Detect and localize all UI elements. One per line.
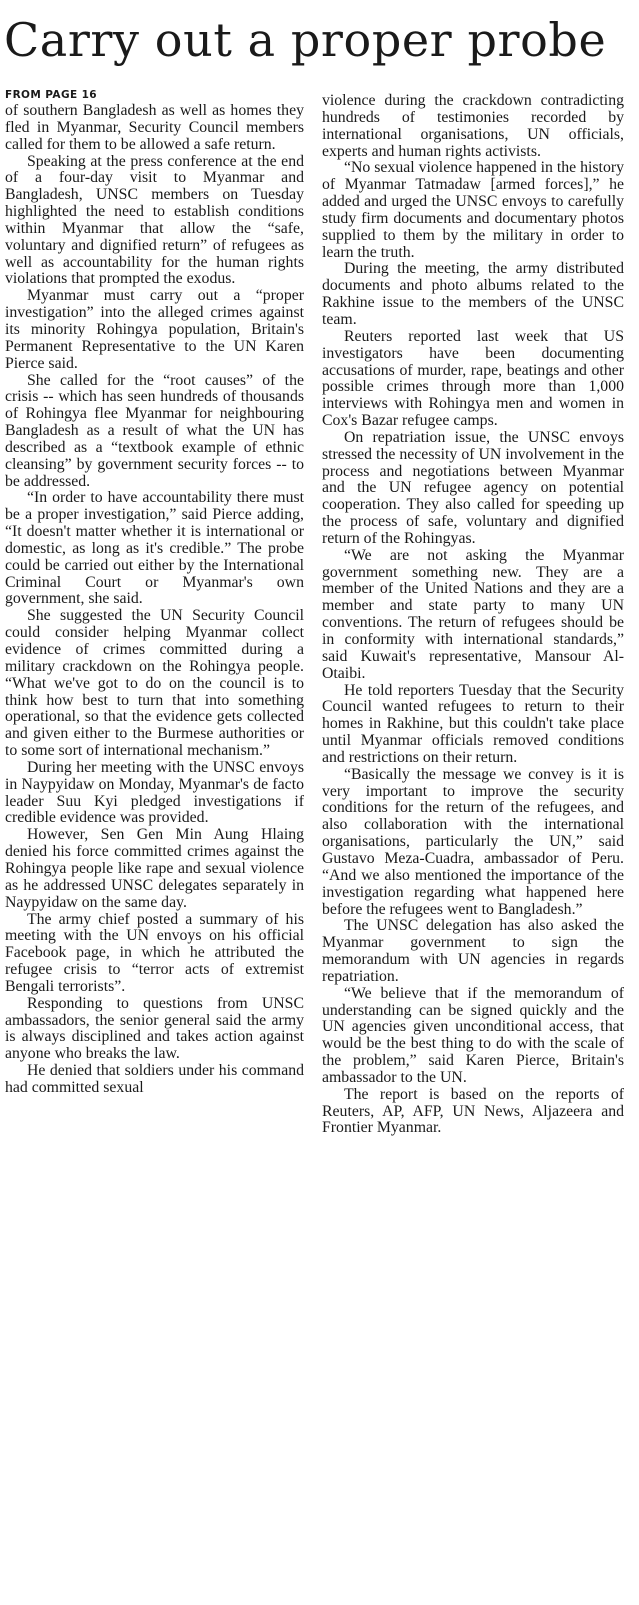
body-paragraph: The army chief posted a summary of his meeting with the UN envoys on his official Facebook page, in which he attributed the refugee crisis to “terror acts of extremist Bengali terrorists”. (5, 910, 304, 995)
body-paragraph: Reuters reported last week that US investigators have been documenting accusations of murder, rape, beatings and other possible crimes through more than 1,000 interviews with Rohingya men and women in Cox's Bazar refugee camps. (322, 327, 624, 430)
body-paragraph: “No sexual violence happened in the history of Myanmar Tatmadaw [armed forces],” he added and urged the UNSC envoys to carefully study firm documents and documentary photos supplied to them by the military in order to learn the truth. (322, 159, 624, 261)
body-paragraph: Speaking at the press conference at the end of a four-day visit to Myanmar and Bangladesh, UNSC members on Tuesday highlighted the need to establish conditions within Myanmar that allow the “safe, voluntary and dignified return” of refugees as well as accountability for the human rights violations that prompted the exodus. (5, 152, 304, 288)
body-paragraph: During the meeting, the army distributed documents and photo albums related to the Rakhine issue to the members of the UNSC team. (322, 260, 624, 328)
body-paragraph: However, Sen Gen Min Aung Hlaing denied his force committed crimes against the Rohingya people like rape and sexual violence as he addressed UNSC delegates separately in Naypyidaw on the same day. (5, 826, 304, 911)
body-paragraph: She suggested the UN Security Council could consider helping Myanmar collect evidence of crimes committed during a military crackdown on the Rohingya people. “What we've got to do on the council is to think how best to turn that into something operational, so that the evidence gets collected and given either to the Burmese authorities or to some sort of international mechanism.” (5, 607, 304, 760)
body-paragraph: “In order to have accountability there must be a proper investigation,” said Pierce adding, “It doesn't matter whether it is international or domestic, as long as it's credible.” The probe could be carried out either by the International Criminal Court or Myanmar's own government, she said. (5, 489, 304, 608)
body-paragraph: violence during the crackdown contradicting hundreds of testimonies recorded by international organisations, UN officials, experts and human rights activists. (322, 92, 624, 160)
continued-from-label: FROM PAGE 16 (5, 89, 98, 101)
article-column-right (322, 93, 624, 1137)
body-paragraph: The UNSC delegation has also asked the Myanmar government to sign the memorandum with UN agencies in regards repatriation. (322, 917, 624, 985)
body-paragraph: He told reporters Tuesday that the Security Council wanted refugees to return to their homes in Rakhine, but this couldn't take place until Myanmar officials removed conditions and restrictions on their return. (322, 681, 624, 766)
body-paragraph: During her meeting with the UNSC envoys in Naypyidaw on Monday, Myanmar's de facto leader Suu Kyi pledged investigations if credible evidence was provided. (5, 758, 304, 827)
body-paragraph: “We believe that if the memorandum of understanding can be signed quickly and the UN agencies given unconditional access, that would be the best thing to do with the scale of the problem,” said Karen Pierce, Britain's ambassador to the UN. (322, 984, 624, 1086)
body-paragraph: Responding to questions from UNSC ambassadors, the senior general said the army is always disciplined and takes action against anyone who breaks the law. (5, 994, 304, 1063)
body-paragraph: Myanmar must carry out a “proper investigation” into the alleged crimes against its minority Rohingya population, Britain's Permanent Representative to the UN Karen Pierce said. (5, 287, 304, 372)
body-paragraph: “Basically the message we convey is it is very important to improve the security conditions for the return of the refugees, and also collaboration with the international organisations, particularly the UN,” said Gustavo Meza-Cuadra, ambassador of Peru. “And we also mentioned the importance of the investigation regarding what happened here before the refugees went to Bangladesh.” (322, 765, 624, 918)
article-headline: Carry out a proper probe (4, 13, 607, 67)
body-paragraph: of southern Bangladesh as well as homes they fled in Myanmar, Security Council members called for them to be allowed a safe return. (5, 102, 304, 153)
body-paragraph: On repatriation issue, the UNSC envoys stressed the necessity of UN involvement in the process and negotiations between Myanmar and the UN refugee agency on potential cooperation. They also called for speeding up the process of safe, voluntary and dignified return of the Rohingyas. (322, 428, 624, 547)
body-paragraph: The report is based on the reports of Reuters, AP, AFP, UN News, Aljazeera and Frontier Myanmar. (322, 1085, 624, 1137)
body-paragraph: He denied that soldiers under his command had committed sexual (5, 1062, 304, 1096)
article-column-left (5, 88, 304, 1097)
body-paragraph: “We are not asking the Myanmar government something new. They are a member of the United Nations and they are a member and state party to many UN conventions. The return of refugees should be in conformity with international standards,” said Kuwait's representative, Mansour Al-Otaibi. (322, 546, 624, 682)
body-paragraph: She called for the “root causes” of the crisis -- which has seen hundreds of thousands of Rohingya flee Myanmar for neighbouring Bangladesh as a result of what the UN has described as a “textbook example of ethnic cleansing” by government security forces -- to be addressed. (5, 371, 304, 490)
